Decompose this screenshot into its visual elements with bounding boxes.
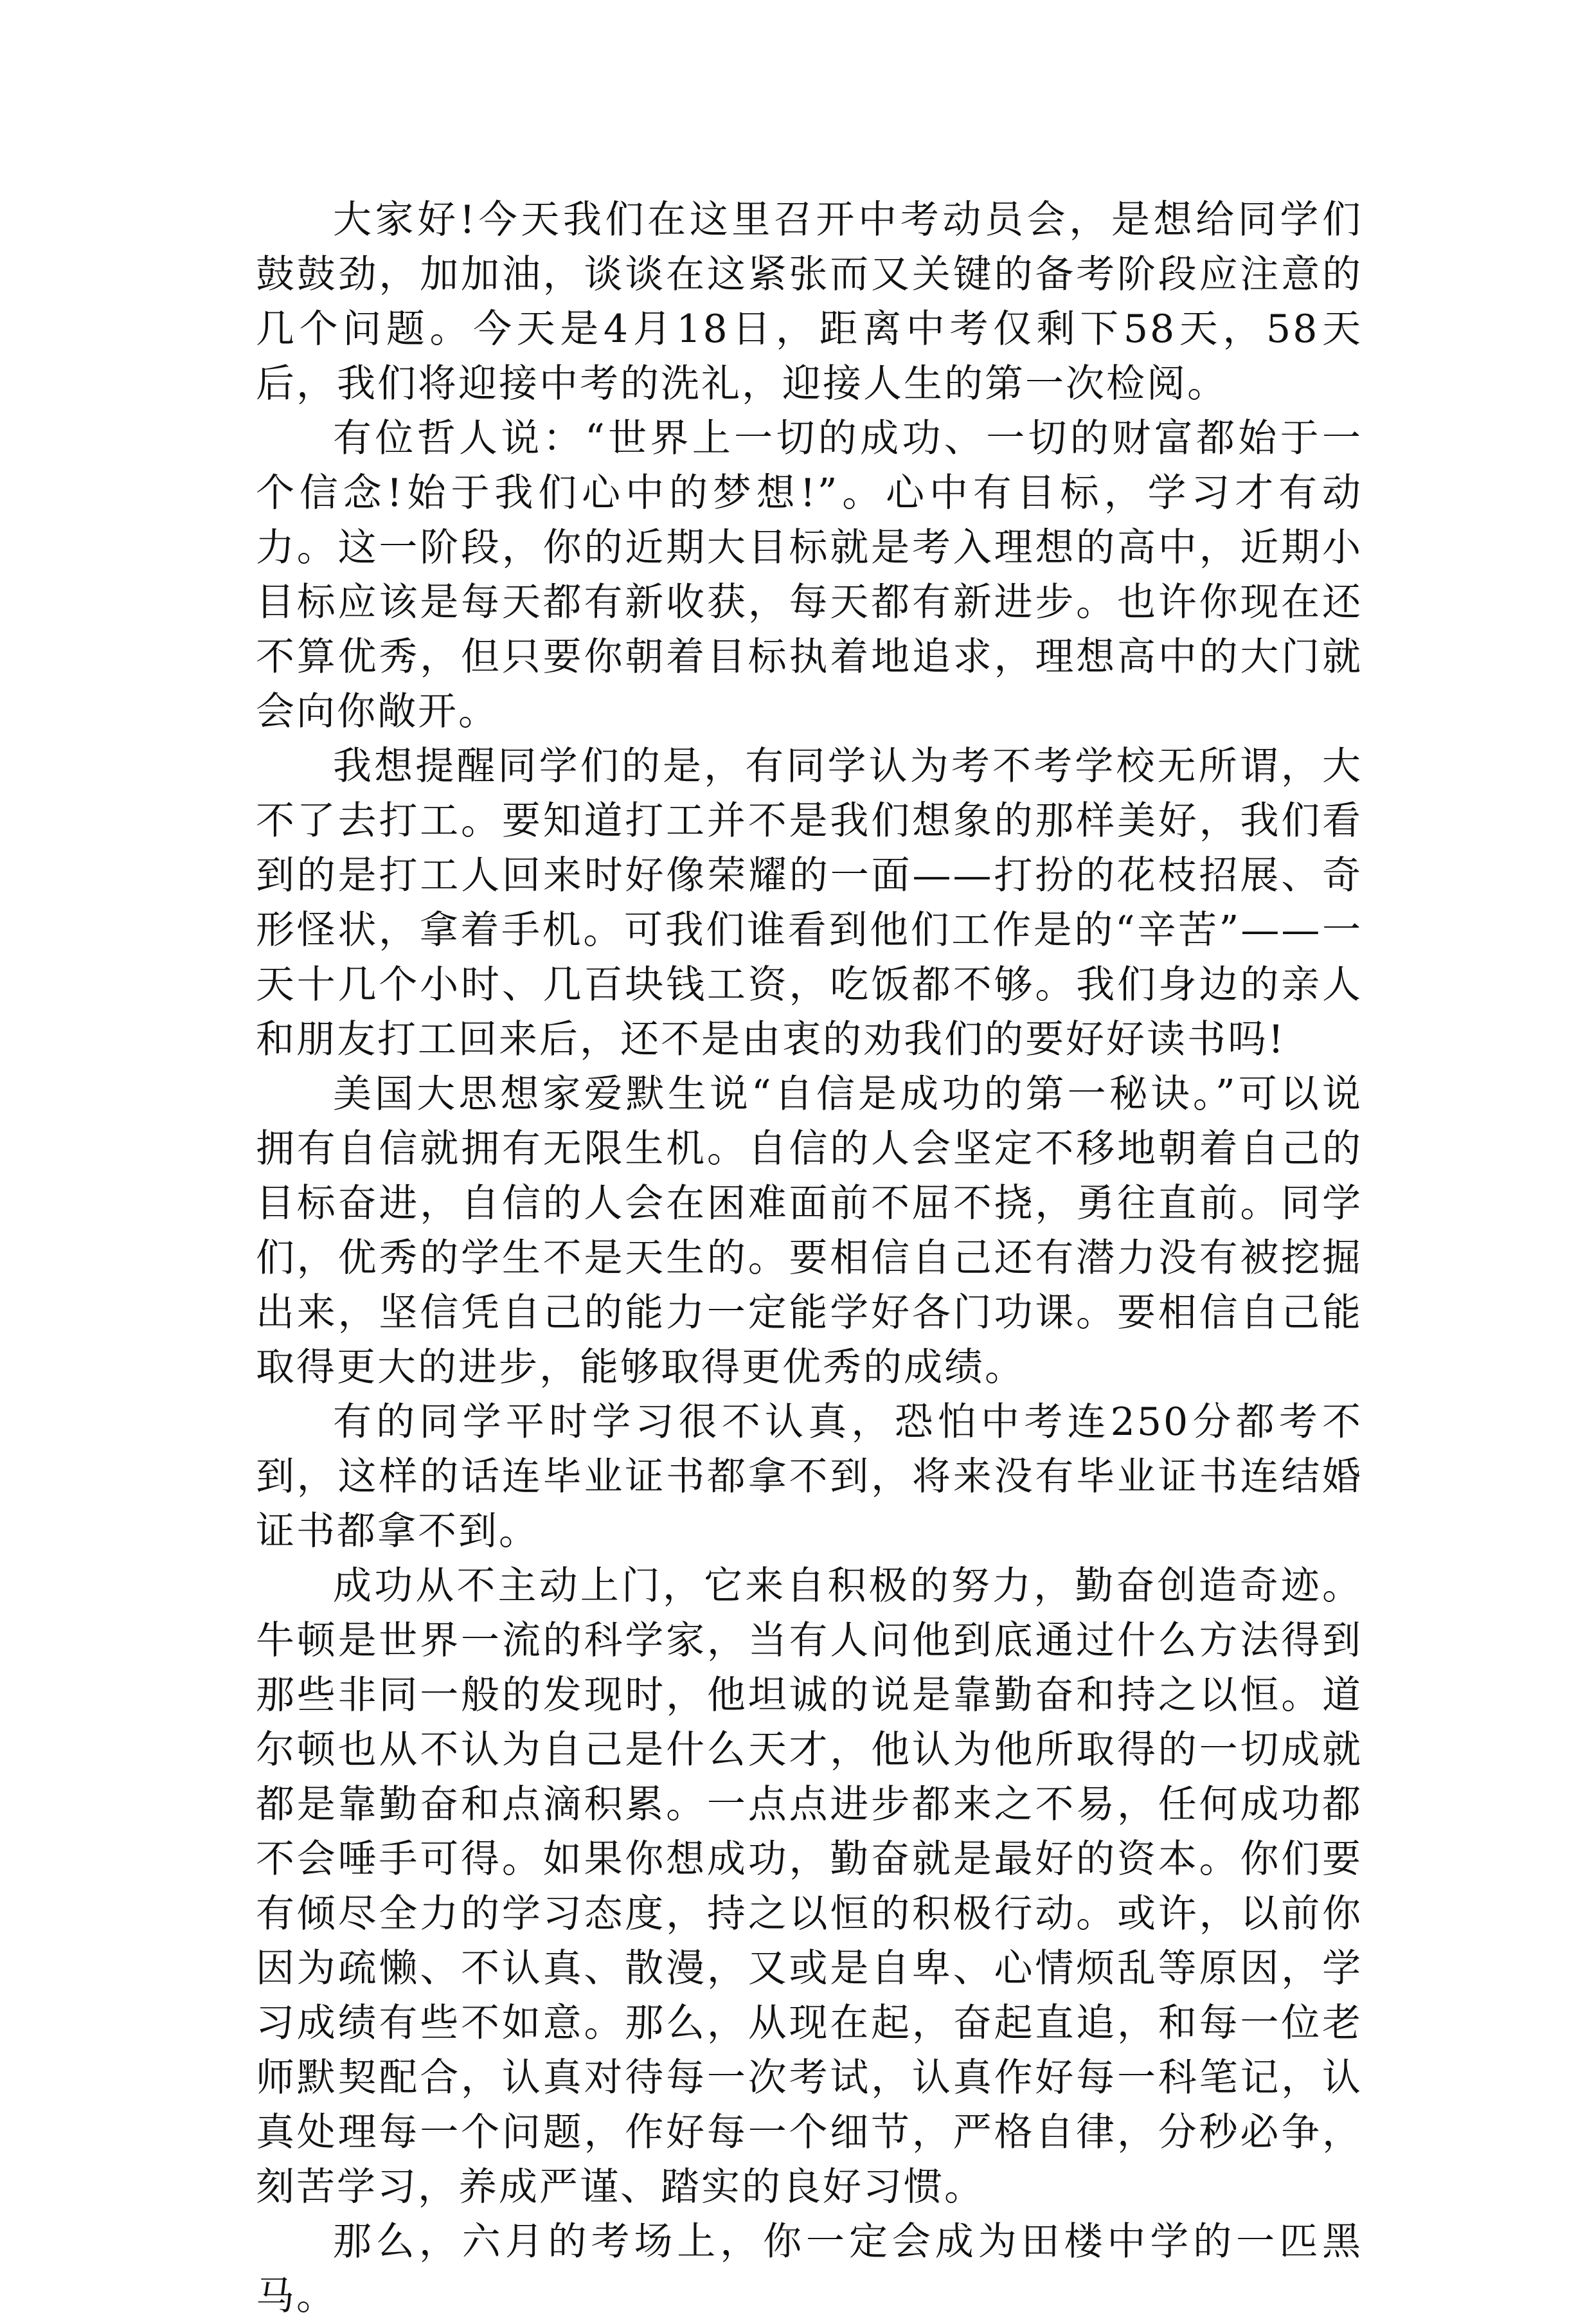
paragraph-1: 大家好!今天我们在这里召开中考动员会，是想给同学们鼓鼓劲，加加油，谈谈在这紧张而又关键的备考阶段应注意的几个问题。今天是4月18日，距离中考仅剩下58天，58天后，我们将迎接中考的洗礼，迎接人生的第一次检阅。 [256, 197, 1363, 406]
document-body [256, 193, 1363, 2324]
paragraph-5: 有的同学平时学习很不认真，恐怕中考连250分都考不到，这样的话连毕业证书都拿不到，将来没有毕业证书连结婚证书都拿不到。 [256, 1400, 1363, 1554]
paragraph-6: 成功从不主动上门，它来自积极的努力，勤奋创造奇迹。牛顿是世界一流的科学家，当有人问他到底通过什么方法得到那些非同一般的发现时，他坦诚的说是靠勤奋和持之以恒。道尔顿也从不认为自己是什么天才，他认为他所取得的一切成就都是靠勤奋和点滴积累。一点点进步都来之不易，任何成功都不会唾手可得。如果你想成功，勤奋就是最好的资本。你们要有倾尽全力的学习态度，持之以恒的积极行动。或许，以前你因为疏懒、不认真、散漫，又或是自卑、心情烦乱等原因，学习成绩有些不如意。那么，从现在起，奋起直追，和每一位老师默契配合，认真对待每一次考试，认真作好每一科笔记，认真处理每一个问题，作好每一个细节，严格自律，分秒必争，刻苦学习，养成严谨、踏实的良好习惯。 [256, 1563, 1363, 2210]
paragraph-4: 美国大思想家爱默生说“自信是成功的第一秘诀。”可以说拥有自信就拥有无限生机。自信的人会坚定不移地朝着自己的目标奋进，自信的人会在困难面前不屈不挠，勇往直前。同学们，优秀的学生不是天生的。要相信自己还有潜力没有被挖掘出来，坚信凭自己的能力一定能学好各门功课。要相信自己能取得更大的进步，能够取得更优秀的成绩。 [256, 1072, 1363, 1390]
paragraph-3: 我想提醒同学们的是，有同学认为考不考学校无所谓，大不了去打工。要知道打工并不是我们想象的那样美好，我们看到的是打工人回来时好像荣耀的一面——打扮的花枝招展、奇形怪状，拿着手机。可我们谁看到他们工作是的“辛苦”——一天十几个小时、几百块钱工资，吃饭都不够。我们身边的亲人和朋友打工回来后，还不是由衷的劝我们的要好好读书吗! [256, 744, 1363, 1062]
paragraph-7: 那么，六月的考场上，你一定会成为田楼中学的一匹黑马。 [256, 2219, 1363, 2319]
paragraph-2: 有位哲人说：“世界上一切的成功、一切的财富都始于一个信念!始于我们心中的梦想!”。心中有目标，学习才有动力。这一阶段，你的近期大目标就是考入理想的高中，近期小目标应该是每天都有新收获，每天都有新进步。也许你现在还不算优秀，但只要你朝着目标执着地追求，理想高中的大门就会向你敞开。 [256, 416, 1363, 734]
